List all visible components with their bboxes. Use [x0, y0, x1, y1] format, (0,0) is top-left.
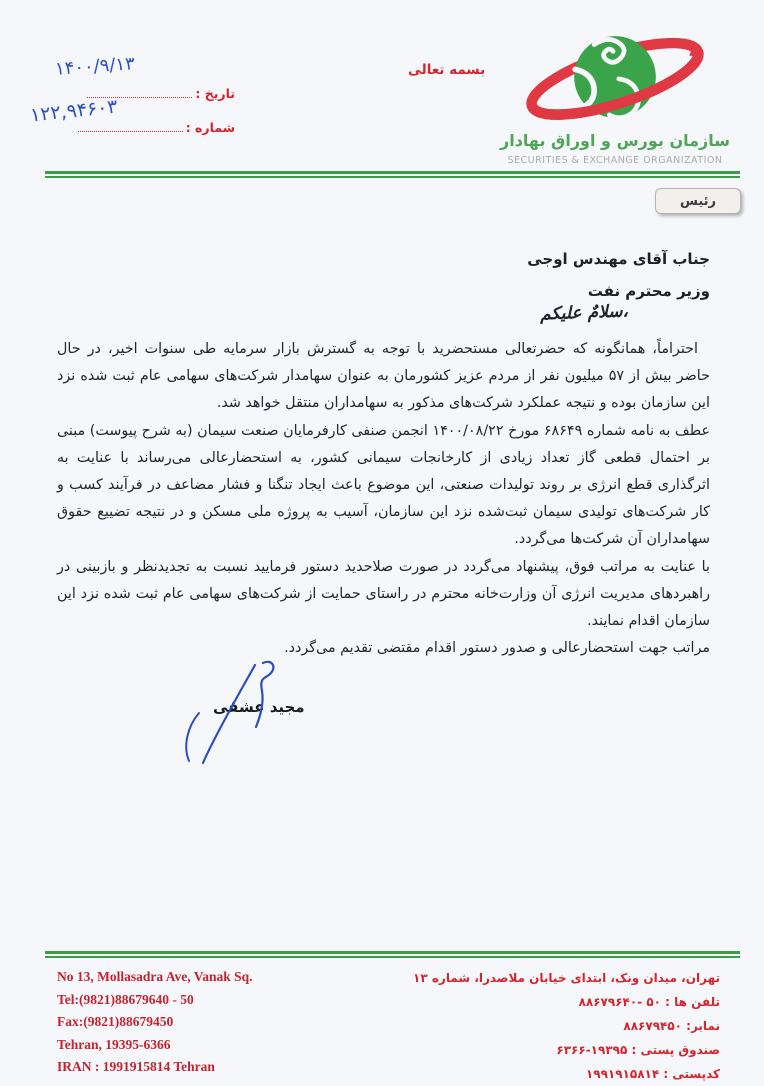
recipient-title: وزیر محترم نفت: [587, 282, 710, 300]
footer-en-pobox: Tehran, 19395-6366: [57, 1036, 171, 1052]
footer-en-tel: Tel:(9821)88679640 - 50: [57, 991, 194, 1007]
org-name-farsi: سازمان بورس و اوراق بهادار: [500, 131, 730, 150]
body-paragraph-2: عطف به نامه شماره ۶۸۶۴۹ مورخ ۱۴۰۰/۰۸/۲۲ انجمن صنفی کارفرمایان صنعت سیمان (به شرح پیوست) مبنی بر احتمال قطعی گاز تعداد زیادی از کارخانجات سیمانی کشور، به استحضارعالی می‌رساند با عنایت به اثرگذاری قطع انرژی بر روند تولیدات صنعتی، این موضوع باعث ایجاد تنگنا و فشار مضاعف در فرآیند کسب و کار شرکت‌های تولیدی سیمان ثبت‌شده نزد این سازمان، آسیب به پروژه ملی مسکن و در نتیجه تضییع حقوق سهامداران آن شرکت‌ها می‌گردد.: [57, 422, 710, 548]
footer-divider: [45, 951, 740, 958]
signature-icon: [175, 655, 315, 770]
footer-fa-fax: نمابر: ۸۸۶۷۹۴۵۰: [623, 1019, 720, 1033]
bismillah-text: بسمه تعالی: [408, 62, 486, 78]
position-stamp: [655, 188, 741, 214]
footer-en-address: No 13, Mollasadra Ave, Vanak Sq.: [57, 969, 253, 984]
body-paragraph-3: با عنایت به مراتب فوق، پیشنهاد می‌گردد در صورت صلاحدید دستور فرمایید نسبت به تجدیدنظر و بازبینی در راهبردهای مدیریت انرژی آن وزارت‌خانه محترم در راستای حمایت از شرکت‌های سهامی عام ثبت شده نزد این سازمان اقدام نمایند.: [57, 558, 710, 630]
number-label: شماره :: [185, 120, 235, 135]
footer-fa-pobox: صندوق پستی : ۱۹۳۹۵-۶۳۶۶: [556, 1043, 720, 1057]
footer-address-farsi: [380, 966, 720, 1086]
recipient-block: [360, 243, 710, 307]
number-dotted-line: [78, 121, 183, 132]
handwritten-salutation: سلامٌ علیکم،: [539, 301, 629, 325]
signatory-name: مجید عشقی: [213, 698, 305, 716]
header-divider: [45, 171, 740, 178]
recipient-name: جناب آقای مهندس اوجی: [527, 250, 710, 268]
number-field: [55, 120, 235, 135]
letter-body: [57, 336, 710, 662]
org-name-english: SECURITIES & EXCHANGE ORGANIZATION: [507, 155, 723, 166]
footer-fa-tel: تلفن ها : ۵۰ -۸۸۶۷۹۶۴۰: [578, 995, 720, 1009]
handwritten-number: ۱۲۲,۹۴۶۰۳: [29, 95, 119, 127]
footer-address-english: [57, 966, 253, 1079]
seo-logo-icon: [520, 20, 710, 132]
body-paragraph-1: احتراماً، همانگونه که حضرتعالی مستحضرید با توجه به گسترش بازار سرمایه طی سنوات اخیر، در حال حاضر بیش از ۵۷ میلیون نفر از مردم عزیز کشورمان به عنوان سهامدار شرکت‌های سهامی عام ثبت شده نزد این سازمان بوده و نتیجه عملکرد شرکت‌های مذکور به سهامداران منتقل خواهد شد.: [57, 341, 710, 412]
closing-line: مراتب جهت استحضارعالی و صدور دستور اقدام مقتضی تقدیم می‌گردد.: [284, 640, 710, 657]
footer-en-fax: Fax:(9821)88679450: [57, 1014, 174, 1029]
footer-en-postcode: IRAN : 1991915814 Tehran: [57, 1059, 215, 1074]
handwritten-date: ۱۴۰۰/۹/۱۳: [54, 53, 136, 80]
position-stamp-label: رئیس: [679, 193, 717, 209]
date-label: تاریخ :: [195, 86, 235, 101]
footer-fa-address: تهران، میدان ونک، ابتدای خیابان ملاصدرا، شماره ۱۳: [413, 971, 720, 985]
footer-fa-postcode: کدپستی : ۱۹۹۱۹۱۵۸۱۴: [585, 1067, 720, 1081]
